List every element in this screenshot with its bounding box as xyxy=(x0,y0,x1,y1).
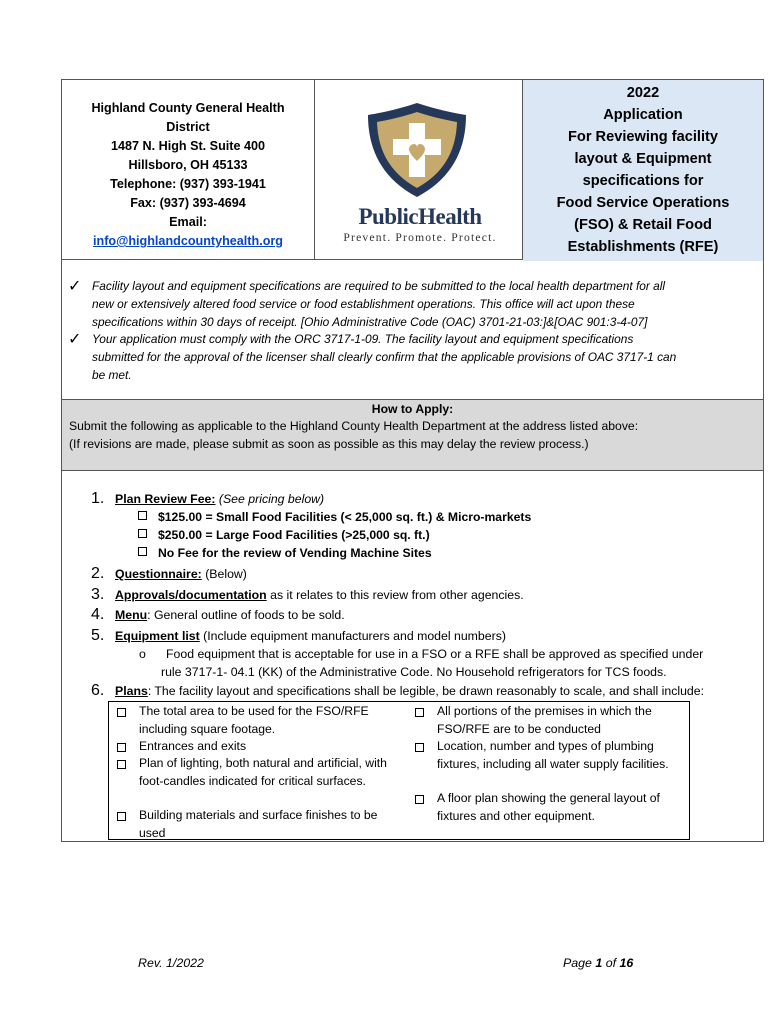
org-line: District xyxy=(166,120,210,134)
checkbox-icon[interactable] xyxy=(117,760,126,769)
item-text: (Include equipment manufacturers and model numbers) xyxy=(199,629,506,643)
plans-item xyxy=(415,703,695,739)
item-number: 2. xyxy=(91,565,105,582)
fee-text: $250.00 = Large Food Facilities (>25,000 sq. ft.) xyxy=(158,528,430,542)
plans-item-text: Location, number and types of plumbing fixtures, including all water supply facilities. xyxy=(437,739,669,771)
title-line: For Reviewing facility xyxy=(567,129,719,145)
how-to-apply-section xyxy=(61,400,764,471)
item-text: (See pricing below) xyxy=(215,492,325,506)
title-line: Application xyxy=(603,107,683,123)
checkbox-icon[interactable] xyxy=(117,743,126,752)
requirements-section xyxy=(61,260,764,400)
title-cell xyxy=(523,80,763,261)
org-fax: Fax: (937) 393-4694 xyxy=(130,196,246,210)
plans-requirements-box xyxy=(108,701,690,840)
title-line: layout & Equipment xyxy=(574,151,712,167)
checkmark-icon: ✓ xyxy=(68,278,82,295)
page-number xyxy=(563,956,633,970)
org-contact xyxy=(62,80,315,259)
plans-item xyxy=(117,807,397,843)
org-email-label: Email: xyxy=(169,215,207,229)
how-to-apply-line: Submit the following as applicable to the Highland County Health Department at the address listed above: xyxy=(69,419,639,433)
plans-item-text: The total area to be used for the FSO/RFE including square footage. xyxy=(139,704,369,736)
checkbox-icon[interactable] xyxy=(415,795,424,804)
plans-item-text: Entrances and exits xyxy=(139,739,247,753)
org-city: Hillsboro, OH 45133 xyxy=(128,158,248,172)
page-of: of xyxy=(602,956,620,970)
checkmark-icon: ✓ xyxy=(68,331,82,348)
public-health-shield-icon xyxy=(365,101,469,199)
page-prefix: Page xyxy=(563,956,596,970)
item-number: 5. xyxy=(91,627,105,644)
title-line: (FSO) & Retail Food xyxy=(574,217,712,233)
org-address: 1487 N. High St. Suite 400 xyxy=(111,139,265,153)
requirement-2 xyxy=(92,330,752,384)
org-line: Highland County General Health xyxy=(91,101,285,115)
equipment-note-line: rule 3717-1- 04.1 (KK) of the Administrative Code. No Household refrigerators for TCS foods. xyxy=(161,665,667,679)
item-text: : The facility layout and specifications shall be legible, be drawn reasonably to scale, and shall include: xyxy=(147,684,705,698)
item-text: as it relates to this review from other agencies. xyxy=(266,588,524,602)
header-table xyxy=(61,79,764,260)
title-line: specifications for xyxy=(582,173,704,189)
logo-tagline: Prevent. Promote. Protect. xyxy=(343,231,497,244)
plans-item xyxy=(117,755,397,809)
item-number: 1. xyxy=(91,490,105,507)
page-current: 1 xyxy=(595,956,603,970)
checkbox-icon[interactable] xyxy=(415,708,424,717)
checkbox-icon[interactable] xyxy=(117,812,126,821)
item-label: Plan Review Fee: xyxy=(115,492,216,506)
fee-text: $125.00 = Small Food Facilities (< 25,000 sq. ft.) & Micro-markets xyxy=(158,510,532,524)
item-number: 3. xyxy=(91,586,105,603)
requirement-line: submitted for the approval of the licenser shall clearly confirm that the applicable provisions of OAC 3717-1 can xyxy=(92,350,677,364)
item-label: Menu xyxy=(115,608,148,622)
plans-item-text: Plan of lighting, both natural and artificial, with foot-candles indicated for critical surfaces. xyxy=(139,756,387,788)
plans-item xyxy=(415,790,695,826)
plans-item-text: All portions of the premises in which the FSO/RFE are to be conducted xyxy=(437,704,652,736)
requirement-line: be met. xyxy=(92,368,132,382)
item-number: 4. xyxy=(91,606,105,623)
equipment-note-line: Food equipment that is acceptable for use in a FSO or a RFE shall be approved as specified under xyxy=(166,647,704,661)
requirement-1 xyxy=(92,277,752,331)
requirement-line: Facility layout and equipment specifications are required to be submitted to the local health department for all xyxy=(92,279,666,293)
requirement-line: Your application must comply with the ORC 3717-1-09. The facility layout and equipment specifications xyxy=(92,332,634,346)
plans-item xyxy=(415,738,695,792)
plans-item xyxy=(117,738,397,756)
plans-item-text: Building materials and surface finishes to be used xyxy=(139,808,378,840)
how-to-apply-note: (If revisions are made, please submit as soon as possible as this may delay the review process.) xyxy=(69,437,589,451)
org-phone: Telephone: (937) 393-1941 xyxy=(110,177,266,191)
email-link[interactable]: info@highlandcountyhealth.org xyxy=(93,234,283,248)
fee-option xyxy=(138,508,531,526)
title-line: Food Service Operations xyxy=(556,195,730,211)
item-label: Approvals/documentation xyxy=(115,588,267,602)
checkbox-icon[interactable] xyxy=(117,708,126,717)
revision-label: Rev. 1/2022 xyxy=(138,956,204,970)
checkbox-icon[interactable] xyxy=(138,511,147,520)
checkbox-icon[interactable] xyxy=(415,743,424,752)
item-label: Plans xyxy=(115,684,148,698)
plans-item xyxy=(117,703,397,739)
title-year: 2022 xyxy=(626,85,660,101)
title-line: Establishments (RFE) xyxy=(567,239,719,255)
fee-text: No Fee for the review of Vending Machine Sites xyxy=(158,546,432,560)
fee-option xyxy=(138,544,432,562)
how-to-apply-title: How to Apply: xyxy=(371,402,454,416)
item-label: Equipment list xyxy=(115,629,200,643)
submission-list xyxy=(61,471,764,842)
fee-option xyxy=(138,526,430,544)
page-total: 16 xyxy=(619,956,634,970)
sub-bullet-icon: o xyxy=(139,647,146,661)
checkbox-icon[interactable] xyxy=(138,547,147,556)
checkbox-icon[interactable] xyxy=(138,529,147,538)
logo-wordmark: PublicHealth xyxy=(358,204,482,229)
plans-item-text: A floor plan showing the general layout of fixtures and other equipment. xyxy=(437,791,660,823)
item-text: : General outline of foods to be sold. xyxy=(147,608,345,622)
item-label: Questionnaire: xyxy=(115,567,202,581)
requirement-line: new or extensively altered food service or food establishment operations. This office will act upon these xyxy=(92,297,635,311)
item-text: (Below) xyxy=(201,567,247,581)
logo-cell xyxy=(315,80,523,259)
requirement-line: specifications within 30 days of receipt. [Ohio Administrative Code (OAC) 3701-21-03:]&[OAC 901:3-4-07] xyxy=(92,315,648,329)
item-number: 6. xyxy=(91,682,105,699)
